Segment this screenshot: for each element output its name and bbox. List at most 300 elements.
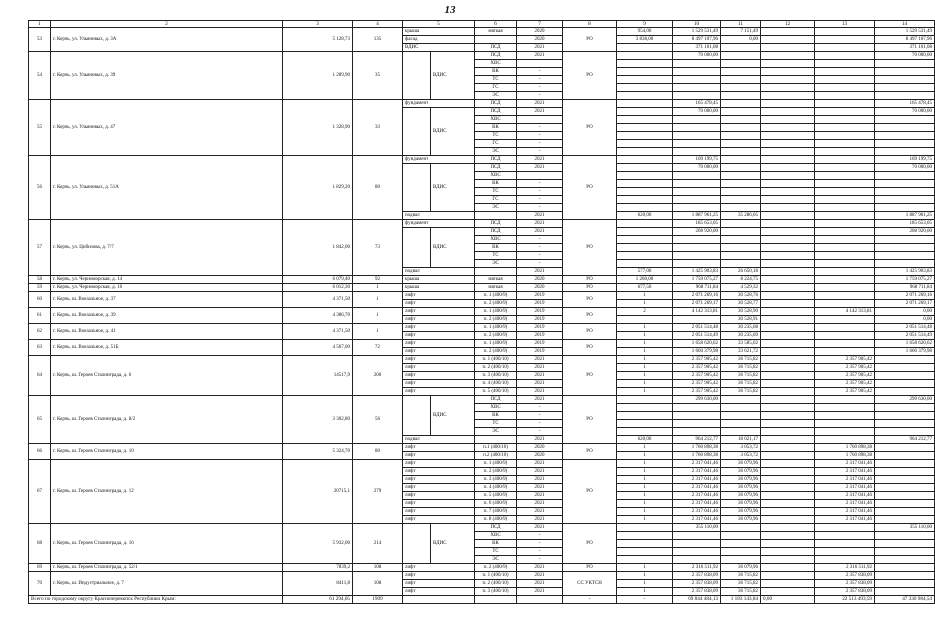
cell-c7: 2021 [517,372,563,380]
cell-c7: - [517,148,563,156]
cell-c7: 2019 [517,316,563,324]
cell-c13 [815,132,875,140]
cell-c9 [617,420,673,428]
cell-c10 [673,244,721,252]
cell-c13: 2 317 041,46 [815,484,875,492]
cell-c14: 2 051 514,48 [875,324,935,332]
cell-c3: 5 128,73 [283,28,353,52]
cell-c14 [875,356,935,364]
cell-c12 [761,484,815,492]
cell-c13 [815,196,875,204]
cell-c7: - [517,204,563,212]
cell-c9 [617,108,673,116]
table-row [29,28,935,36]
cell-c9: 1 [617,324,673,332]
table-row [29,276,935,284]
cell-c6: ПСД [475,156,517,164]
cell-c11: 36 715,82 [721,380,761,388]
cell-c5 [403,228,431,268]
cell-c7: 2020 [517,452,563,460]
cell-c5: лифт [403,300,475,308]
cell-c12 [761,444,815,452]
cell-c7: - [517,244,563,252]
cell-c9 [617,156,673,164]
cell-c11: 1 183 143,84 [721,596,761,604]
cell-c14: 1 529 531,49 [875,28,935,36]
cell-c6: п. 2 (400/9) [475,300,517,308]
cell-c10: 10 [673,21,721,28]
cell-c4: 135 [353,28,403,52]
cell-c5: ВДИС [431,52,475,100]
cell-c12 [761,220,815,228]
cell-c13 [815,332,875,340]
cell-c14 [875,180,935,188]
cell-c8: РО [563,324,617,340]
cell-c13: 2 317 041,46 [815,476,875,484]
cell-c6: п. 2 (400/9) [475,316,517,324]
cell-c7: 2019 [517,292,563,300]
cell-c12 [761,268,815,276]
cell-c12 [761,388,815,396]
cell-c9: 1 [617,444,673,452]
cell-c13 [815,220,875,228]
cell-c7: 2021 [517,564,563,572]
cell-c5 [403,396,431,436]
cell-c9 [617,124,673,132]
cell-c7: 2019 [517,308,563,316]
cell-c10: 2 317 041,46 [673,500,721,508]
cell-c9 [617,548,673,556]
capital-repair-table [28,20,935,604]
cell-c3: 5 932,00 [283,524,353,564]
cell-c1: 65 [29,396,51,444]
cell-c6: п.2 (400/10) [475,452,517,460]
cell-c5 [403,524,431,564]
cell-c5: фундамент [403,156,475,164]
cell-c5: лифт [403,372,475,380]
cell-c9 [617,228,673,236]
cell-c10: 1 658 620,62 [673,340,721,348]
cell-c13 [815,52,875,60]
cell-c12 [761,572,815,580]
cell-c9: 3 838,00 [617,36,673,44]
cell-c3: 4 386,70 [283,308,353,324]
cell-c14 [875,372,935,380]
cell-c3: 1 328,90 [283,100,353,156]
cell-c10 [673,60,721,68]
cell-c7 [517,172,563,180]
cell-c5: фундамент [403,100,475,108]
cell-c11 [721,556,761,564]
table-row [29,460,935,468]
cell-c12 [761,580,815,588]
cell-c10 [673,412,721,420]
cell-c9: 1 [617,572,673,580]
cell-c6: ТС [475,132,517,140]
cell-c6: ПСД [475,44,517,52]
cell-c4: 279 [353,460,403,524]
cell-c12 [761,132,815,140]
cell-c7: 2019 [517,332,563,340]
cell-c7: - [517,420,563,428]
cell-c9 [617,260,673,268]
cell-c6: ЭС [475,428,517,436]
cell-c13: 1 760 898,38 [815,452,875,460]
cell-c5: лифт [403,308,475,316]
cell-c9 [617,180,673,188]
cell-c7: 2019 [517,348,563,356]
cell-c10: 2 071 269,17 [673,300,721,308]
cell-c10 [673,172,721,180]
cell-c10 [673,252,721,260]
cell-c11: 30 235,69 [721,332,761,340]
cell-c5: ВДИС [431,396,475,436]
cell-c9: 1 [617,580,673,588]
cell-c14 [875,60,935,68]
cell-c4: 1 [353,292,403,308]
cell-c9 [617,556,673,564]
cell-c12 [761,60,815,68]
cell-c14: 165 478,45 [875,100,935,108]
cell-c13 [815,548,875,556]
cell-c7: - [517,196,563,204]
cell-c14 [875,428,935,436]
cell-c6: ПСД [475,228,517,236]
cell-c9: 954,00 [617,28,673,36]
cell-c7: - [517,404,563,412]
cell-c13 [815,76,875,84]
cell-c9: 1 [617,380,673,388]
cell-c10: 299 630,00 [673,396,721,404]
cell-c7: 7 [517,21,563,28]
cell-c7: 2021 [517,468,563,476]
cell-c2: г. Керчь, ул. Ульяновых, д. 3А [51,28,283,52]
cell-c5 [403,108,431,156]
cell-c7: 2021 [517,484,563,492]
cell-c1: 54 [29,52,51,100]
cell-c9 [617,52,673,60]
cell-c12 [761,76,815,84]
cell-c5: лифт [403,516,475,524]
cell-c10: 70 000,00 [673,52,721,60]
cell-c7: 2021 [517,220,563,228]
cell-c14 [875,572,935,580]
cell-c10: 2 357 838,09 [673,588,721,596]
cell-c10: 70 000,00 [673,164,721,172]
cell-c9: 1 [617,500,673,508]
cell-c9 [617,116,673,124]
cell-c6: ХВС [475,404,517,412]
cell-c10: 2 357 905,42 [673,364,721,372]
cell-c14 [875,380,935,388]
cell-c11: 30 528,90 [721,308,761,316]
cell-c6: п.1 (400/10) [475,444,517,452]
cell-c1: 70 [29,572,51,596]
cell-c10: 2 051 514,48 [673,324,721,332]
cell-c13 [815,244,875,252]
cell-c10 [673,420,721,428]
cell-c13: 2 317 041,46 [815,492,875,500]
cell-c10 [673,140,721,148]
cell-c10 [673,548,721,556]
cell-c12 [761,300,815,308]
cell-c10: 1 759 075,27 [673,276,721,284]
table-row [29,156,935,164]
table-row [29,52,935,60]
cell-c13 [815,396,875,404]
cell-c10: 2 357 905,42 [673,388,721,396]
cell-c10: 1 425 903,83 [673,268,721,276]
cell-c11 [721,68,761,76]
cell-c4: 35 [353,52,403,100]
cell-c10: 70 000,00 [673,108,721,116]
cell-c9 [617,244,673,252]
cell-c10 [673,92,721,100]
cell-c14 [875,204,935,212]
cell-c13 [815,540,875,548]
cell-c7 [517,60,563,68]
cell-c12 [761,412,815,420]
cell-c7: 2020 [517,36,563,44]
cell-c9 [617,220,673,228]
cell-c11: 3 053,72 [721,444,761,452]
cell-c12 [761,500,815,508]
cell-c6 [475,436,517,444]
cell-c11 [721,524,761,532]
cell-c8: СС УКТСН [563,572,617,596]
cell-c11: 3 053,72 [721,452,761,460]
table-row [29,524,935,532]
cell-c9: 1 [617,564,673,572]
cell-c10: 2 051 514,49 [673,332,721,340]
cell-c7: - [517,132,563,140]
cell-c6: п. 1 (400/9) [475,308,517,316]
cell-c12 [761,428,815,436]
cell-c5: лифт [403,564,475,572]
cell-c12 [761,548,815,556]
cell-c6: п. 7 (400/9) [475,508,517,516]
cell-c6: п. 3 (400/10) [475,588,517,596]
cell-c14: 2 071 269,17 [875,300,935,308]
cell-c10: 371 101,08 [673,44,721,52]
cell-c6: ТС [475,188,517,196]
cell-c14 [875,588,935,596]
cell-c4: 108 [353,572,403,596]
cell-c6: п. 6 (400/9) [475,500,517,508]
cell-c9 [617,540,673,548]
cell-c1: 57 [29,220,51,276]
cell-c4: 92 [353,276,403,284]
cell-c5: лифт [403,508,475,516]
cell-c13: 2 357 905,42 [815,372,875,380]
cell-c13 [815,292,875,300]
cell-c11 [721,412,761,420]
cell-c5: лифт [403,484,475,492]
cell-c9: 1 [617,348,673,356]
cell-c5: крыша [403,276,475,284]
cell-c14: 0,00 [875,316,935,324]
cell-c8: РО [563,284,617,292]
cell-c11: 36 079,96 [721,484,761,492]
cell-c10: 2 317 041,46 [673,492,721,500]
cell-c8: РО [563,100,617,156]
cell-c12 [761,348,815,356]
cell-c1: 68 [29,524,51,564]
cell-c10 [673,196,721,204]
cell-c9: - [617,596,673,604]
cell-c6: п. 2 (400/9) [475,348,517,356]
cell-c9 [617,76,673,84]
cell-c11 [721,532,761,540]
cell-c6: п. 2 (400/9) [475,332,517,340]
cell-c12 [761,236,815,244]
cell-c5: лифт [403,388,475,396]
cell-c5: лифт [403,500,475,508]
cell-c10: 169 199,75 [673,156,721,164]
cell-c6 [475,596,517,604]
cell-c13 [815,92,875,100]
cell-c7: - [517,92,563,100]
cell-c7: - [517,412,563,420]
cell-c4: 108 [353,564,403,572]
cell-c10: 185 653,05 [673,220,721,228]
cell-c7: 2021 [517,436,563,444]
cell-c4: 4 [353,21,403,28]
table-row [29,340,935,348]
cell-c14: 1 887 961,25 [875,212,935,220]
cell-c7: 2019 [517,300,563,308]
cell-c3: 7839,2 [283,564,353,572]
cell-c7: - [517,188,563,196]
cell-c5: 5 [403,21,475,28]
cell-c14 [875,260,935,268]
cell-c6: ХВС [475,60,517,68]
cell-c11: 36 715,82 [721,580,761,588]
cell-c14 [875,140,935,148]
cell-c6: ЭС [475,556,517,564]
cell-c6: ТС [475,76,517,84]
cell-c14 [875,532,935,540]
table-row [29,564,935,572]
cell-c7: 2021 [517,356,563,364]
cell-c9: 620,00 [617,436,673,444]
cell-c8: РО [563,220,617,276]
cell-c12 [761,316,815,324]
cell-c11: 36 715,82 [721,372,761,380]
cell-c14: 2 071 269,16 [875,292,935,300]
cell-c12 [761,172,815,180]
cell-c14: 8 497 107,96 [875,36,935,44]
cell-c12: 12 [761,21,815,28]
cell-c12 [761,116,815,124]
cell-c1: 55 [29,100,51,156]
cell-c12 [761,508,815,516]
cell-c13 [815,36,875,44]
cell-c12 [761,460,815,468]
cell-c9: 1 [617,468,673,476]
cell-c14: 1 425 903,83 [875,268,935,276]
cell-c9: 2 [617,308,673,316]
cell-c9: 577,00 [617,268,673,276]
cell-c10 [673,204,721,212]
cell-c13 [815,124,875,132]
cell-c12 [761,140,815,148]
cell-c9 [617,92,673,100]
cell-c13: 2 317 041,46 [815,500,875,508]
cell-c1: 61 [29,308,51,324]
cell-c14: 1 660 379,98 [875,348,935,356]
cell-c2: г. Керчь, ш. Индустриальное, д. 7 [51,572,283,596]
cell-c14: 47 330 984,54 [875,596,935,604]
cell-c13: 2 357 838,09 [815,572,875,580]
cell-c13 [815,260,875,268]
cell-c11 [721,76,761,84]
cell-c12 [761,204,815,212]
cell-c11: 33 621,72 [721,348,761,356]
cell-c10 [673,404,721,412]
cell-c14: 185 653,05 [875,220,935,228]
cell-c10 [673,76,721,84]
cell-c7: 2020 [517,284,563,292]
cell-c9 [617,148,673,156]
cell-c6: п. 1 (400/9) [475,292,517,300]
cell-c13 [815,436,875,444]
cell-c7: 2021 [517,156,563,164]
cell-c10: 208 920,00 [673,228,721,236]
cell-c6: ПСД [475,52,517,60]
cell-c10: 2 357 905,42 [673,356,721,364]
cell-c6: мягкая [475,284,517,292]
cell-c12 [761,380,815,388]
cell-c9 [617,164,673,172]
cell-c7: - [517,84,563,92]
cell-c13 [815,212,875,220]
cell-c11 [721,156,761,164]
cell-c10 [673,84,721,92]
cell-c12 [761,468,815,476]
cell-c13 [815,100,875,108]
cell-c3: 1 289,90 [283,52,353,100]
cell-c13 [815,276,875,284]
cell-c1: 59 [29,284,51,292]
cell-c13 [815,140,875,148]
cell-c6: ТС [475,420,517,428]
cell-c5: ВДИС [431,228,475,268]
cell-c11 [721,236,761,244]
cell-c5: лифт [403,340,475,348]
cell-c11 [721,420,761,428]
table-row [29,292,935,300]
cell-c12 [761,436,815,444]
cell-c7: - [517,236,563,244]
cell-c14 [875,92,935,100]
cell-c11 [721,124,761,132]
cell-c6: ВК [475,124,517,132]
cell-c3: 5 324,70 [283,444,353,460]
cell-c6: п. 1 (400/9) [475,324,517,332]
cell-c1: 1 [29,21,51,28]
cell-c10: 8 497 107,96 [673,36,721,44]
cell-c13 [815,188,875,196]
cell-c10: 165 478,45 [673,100,721,108]
cell-c9: 1 [617,452,673,460]
cell-c10 [673,540,721,548]
cell-c3: 1 842,00 [283,220,353,276]
cell-c9 [617,428,673,436]
cell-c3: 6 079,40 [283,276,353,284]
cell-c13: 2 357 905,42 [815,356,875,364]
cell-c13 [815,68,875,76]
